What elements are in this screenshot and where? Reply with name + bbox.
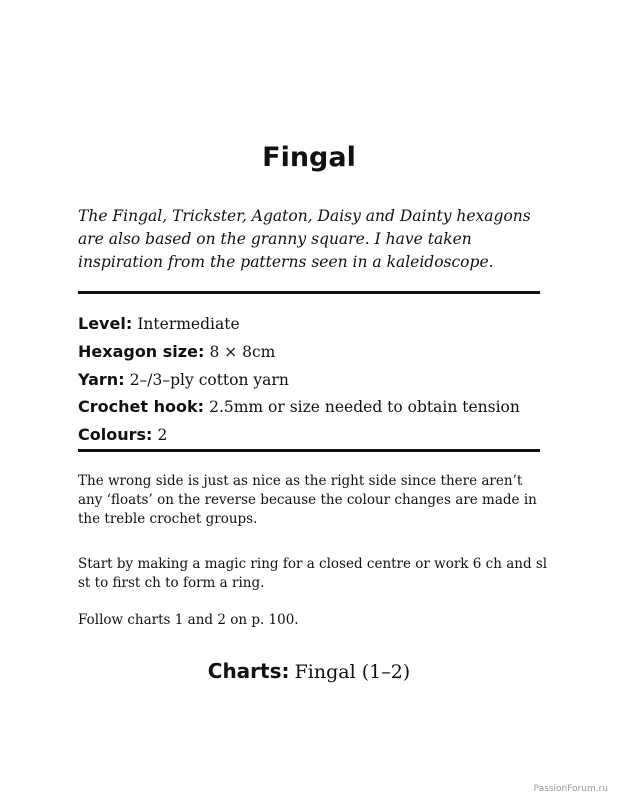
body-paragraph: The wrong side is just as nice as the right side since there aren’t any ‘floats’ on the reverse because the colour changes are made in the treble crochet groups. xyxy=(78,473,537,527)
spec-level xyxy=(78,310,558,338)
spec-yarn xyxy=(78,366,558,394)
spec-label: Crochet hook: xyxy=(78,397,204,417)
page-title: Fingal xyxy=(262,142,356,173)
spec-hexagon-size xyxy=(78,338,558,366)
divider-bottom xyxy=(78,449,540,452)
spec-label: Yarn: xyxy=(78,369,125,389)
charts-reference xyxy=(0,659,618,683)
spec-label: Colours: xyxy=(78,425,153,445)
spec-value: 2.5mm or size needed to obtain tension xyxy=(209,398,520,417)
spec-colours xyxy=(78,421,558,449)
charts-value: Fingal (1–2) xyxy=(294,661,411,683)
spec-value: Intermediate xyxy=(137,315,240,333)
watermark: PassionForum.ru xyxy=(533,784,608,794)
intro-paragraph: The Fingal, Trickster, Agaton, Daisy and Dainty hexagons are also based on the granny square. I have taken inspiration from the patterns seen in a kaleidoscope. xyxy=(78,207,531,271)
spec-label: Hexagon size: xyxy=(78,341,205,361)
spec-crochet-hook xyxy=(78,393,558,421)
body-paragraph: Start by making a magic ring for a closed centre or work 6 ch and sl st to first ch to form a ring. xyxy=(78,556,548,591)
body-paragraph: Follow charts 1 and 2 on p. 100. xyxy=(78,612,299,628)
spec-value: 8 × 8cm xyxy=(209,342,276,361)
spec-label: Level: xyxy=(78,314,133,333)
spec-value: 2–/3–ply cotton yarn xyxy=(129,370,289,389)
divider-top xyxy=(78,291,540,294)
spec-list xyxy=(78,310,558,449)
spec-value: 2 xyxy=(157,426,168,445)
charts-label: Charts: xyxy=(207,659,290,683)
